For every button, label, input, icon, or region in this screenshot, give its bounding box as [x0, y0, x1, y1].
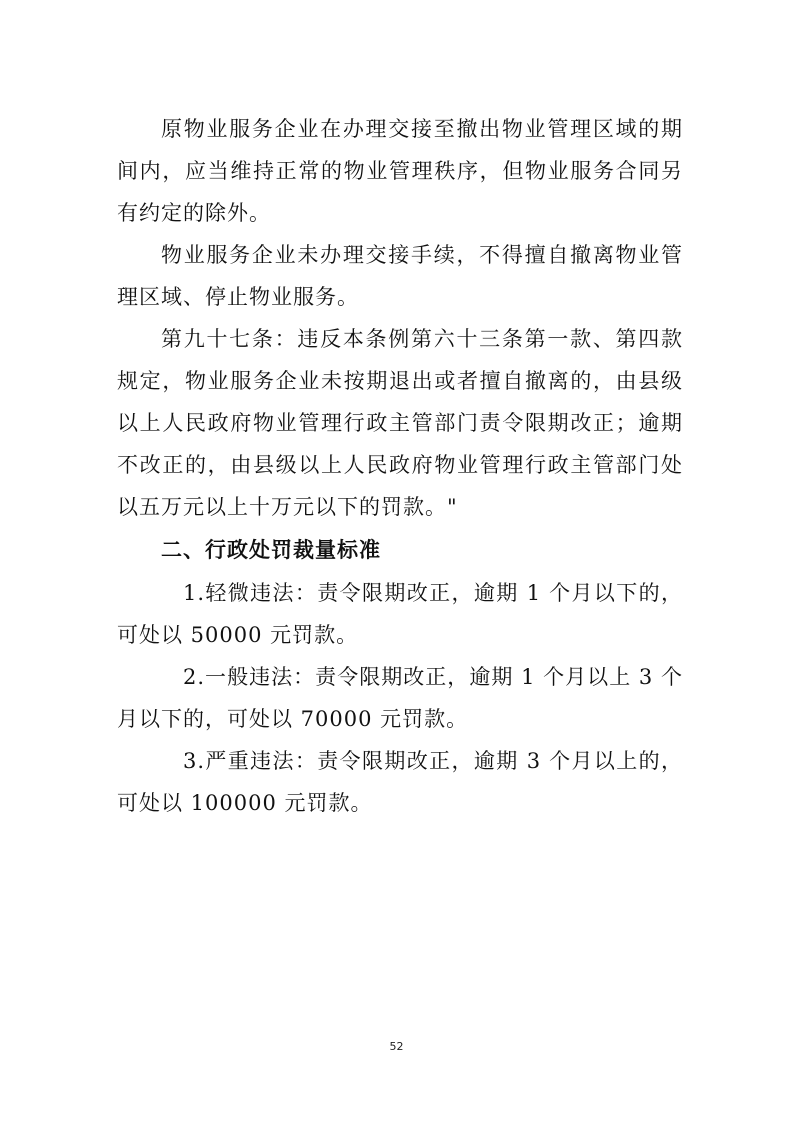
article-paragraph: 第九十七条：违反本条例第六十三条第一款、第四款规定，物业服务企业未按期退出或者擅自撤离的，由县级以上人民政府物业管理行政主管部门责令限期改正；逾期不改正的，由县级以上人民政府物业管理行政主管部门处以五万元以上十万元以下的罚款。" — [117, 327, 683, 519]
standard-item-serious: 3.严重违法：责令限期改正，逾期 3 个月以上的，可处以 100000 元罚款。 — [117, 749, 683, 815]
page-content — [117, 108, 683, 824]
standard-item-minor: 1.轻微违法：责令限期改正，逾期 1 个月以下的，可处以 50000 元罚款。 — [117, 581, 683, 647]
body-paragraph: 物业服务企业未办理交接手续，不得擅自撤离物业管理区域、停止物业服务。 — [117, 243, 683, 309]
standard-item-general: 2.一般违法：责令限期改正，逾期 1 个月以上 3 个月以下的，可处以 70000 元罚款。 — [117, 665, 683, 731]
section-heading: 二、行政处罚裁量标准 — [161, 538, 381, 562]
page-number: 52 — [389, 1040, 404, 1053]
body-paragraph: 原物业服务企业在办理交接至撤出物业管理区域的期间内，应当维持正常的物业管理秩序，但物业服务合同另有约定的除外。 — [117, 117, 683, 225]
